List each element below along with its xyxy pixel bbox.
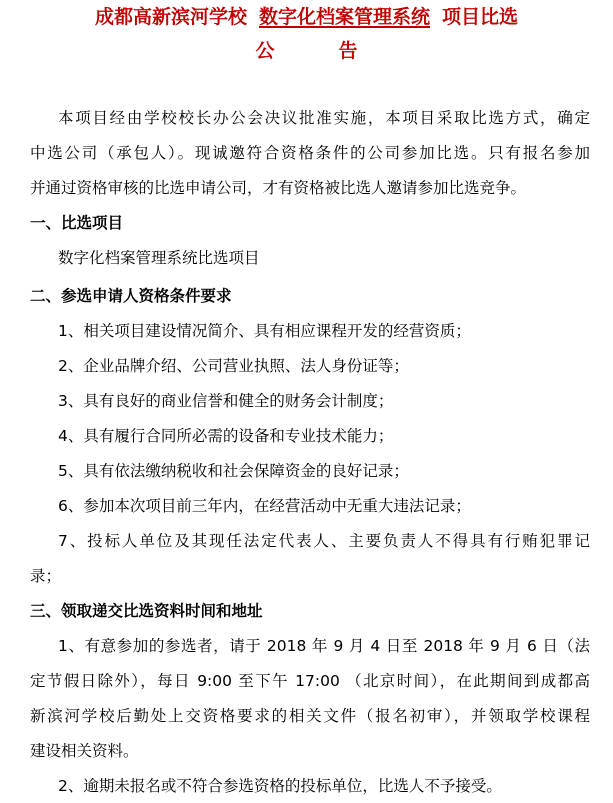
requirement-item-3: 3、具有良好的商业信誉和健全的财务会计制度； xyxy=(58,392,394,410)
intro-line-1: 本项目经由学校校长办公会决议批准实施，本项目采取比选方式，确定 xyxy=(58,109,590,127)
section-1-text: 数字化档案管理系统比选项目 xyxy=(58,249,260,267)
requirement-item-7: 7、投标人单位及其现任法定代表人、主要负责人不得具有行贿犯罪记 xyxy=(58,532,590,550)
section-2-heading: 二、参选申请人资格条件要求 xyxy=(30,287,232,305)
title-school: 成都高新滨河学校 xyxy=(94,6,247,28)
deadline-item-1-line-4: 建设相关资料。 xyxy=(30,742,139,760)
intro-line-2: 中选公司（承包人）。现诚邀符合资格条件的公司参加比选。只有报名参加 xyxy=(30,144,590,162)
announce-char-1: 公 xyxy=(255,40,275,62)
requirement-item-2: 2、企业品牌介绍、公司营业执照、法人身份证等； xyxy=(58,357,409,375)
announce-char-2: 告 xyxy=(338,40,358,62)
title-project: 数字化档案管理系统 xyxy=(258,6,430,28)
deadline-item-1-line-2: 定节假日除外），每日 9:00 至下午 17:00 （北京时间），在此期间到成都高 xyxy=(30,672,590,690)
requirement-item-4: 4、具有履行合同所必需的设备和专业技术能力； xyxy=(58,427,394,445)
deadline-item-2: 2、逾期未报名或不符合参选资格的投标单位，比选人不予接受。 xyxy=(58,777,502,795)
document-title xyxy=(0,5,613,29)
deadline-item-1-line-1: 1、有意参加的参选者，请于 2018 年 9 月 4 日至 2018 年 9 月 6 日（法 xyxy=(58,637,590,655)
deadline-item-1-line-3: 新滨河学校后勤处上交资格要求的相关文件（报名初审），并领取学校课程 xyxy=(30,707,590,725)
announcement-heading xyxy=(0,39,613,63)
requirement-item-1: 1、相关项目建设情况简介、具有相应课程开发的经营资质； xyxy=(58,322,471,340)
requirement-item-6: 6、参加本次项目前三年内，在经营活动中无重大违法记录； xyxy=(58,497,471,515)
section-3-heading: 三、领取递交比选资料时间和地址 xyxy=(30,602,263,620)
requirement-item-5: 5、具有依法缴纳税收和社会保障资金的良好记录； xyxy=(58,462,409,480)
requirement-item-7-continued: 录； xyxy=(30,567,62,585)
intro-line-3: 并通过资格审核的比选申请公司，才有资格被比选人邀请参加比选竞争。 xyxy=(30,179,527,197)
title-suffix: 项目比选 xyxy=(442,6,519,28)
section-1-heading: 一、比选项目 xyxy=(30,214,124,232)
